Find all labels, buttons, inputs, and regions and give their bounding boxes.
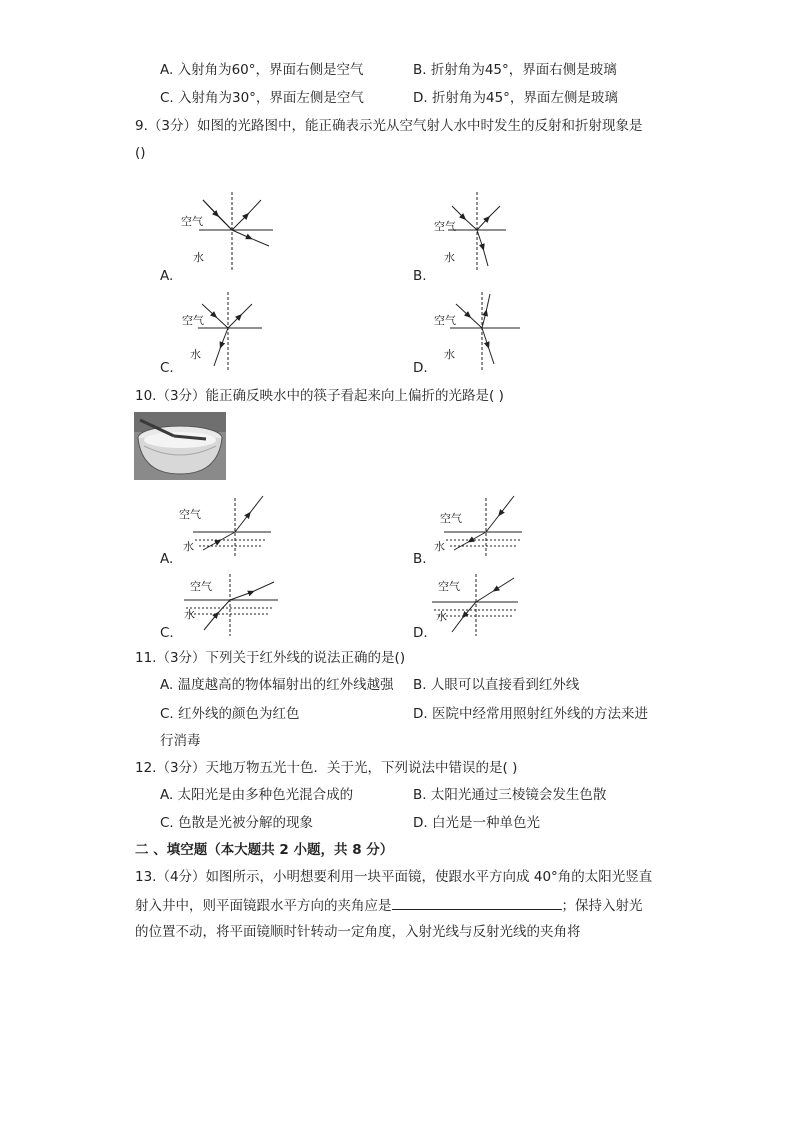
q10-option-a-label: A. xyxy=(160,551,174,567)
q9-option-a-label: A. xyxy=(160,268,174,284)
q9d-water-label: 水 xyxy=(444,348,455,361)
q13-line1: 13.（4分）如图所示，小明想要利用一块平面镜，使跟水平方向成 40°角的太阳光竖直 xyxy=(135,869,653,885)
q10-option-c-label: C. xyxy=(160,625,174,641)
q10-figure-c xyxy=(180,570,280,638)
q9-figure-d xyxy=(432,290,542,372)
q12-option-d: D. 白光是一种单色光 xyxy=(413,815,540,831)
bowl-chopstick-photo xyxy=(134,412,226,480)
q10b-air-label: 空气 xyxy=(440,512,462,525)
q13-line2-text: 射入井中，则平面镜跟水平方向的夹角应是 xyxy=(135,898,392,914)
q10b-water-label: 水 xyxy=(434,540,445,553)
q12-option-a: A. 太阳光是由多种色光混合成的 xyxy=(160,787,354,803)
q12-option-c: C. 色散是光被分解的现象 xyxy=(160,815,314,831)
q9a-water-label: 水 xyxy=(193,251,204,264)
q9-figure-c xyxy=(178,290,288,372)
q9c-air-label: 空气 xyxy=(182,314,204,327)
q9-stem: 9.（3分）如图的光路图中，能正确表示光从空气射人水中时发生的反射和折射现象是 xyxy=(135,118,643,134)
q10-option-b-label: B. xyxy=(413,551,427,567)
q11-stem: 11.（3分）下列关于红外线的说法正确的是() xyxy=(135,650,406,666)
q9-figure-b xyxy=(430,190,540,272)
q10-figure-a xyxy=(175,492,275,560)
q11-option-c: C. 红外线的颜色为红色 xyxy=(160,706,300,722)
q8-option-d: D. 折射角为45°，界面左侧是玻璃 xyxy=(413,90,618,106)
q11-option-d: D. 医院中经常用照射红外线的方法来进 xyxy=(413,706,648,722)
q9a-air-label: 空气 xyxy=(181,215,203,228)
q13-line2-tail: ；保持入射光 xyxy=(561,898,643,914)
q9-option-c-label: C. xyxy=(160,360,174,376)
q10a-air-label: 空气 xyxy=(179,508,201,521)
q10-stem: 10.（3分）能正确反映水中的筷子看起来向上偏折的光路是( ) xyxy=(135,388,504,404)
q13-answer-blank[interactable] xyxy=(392,896,562,910)
q9-stem-bracket: () xyxy=(135,145,146,161)
q10c-water-label: 水 xyxy=(184,608,195,621)
q9d-air-label: 空气 xyxy=(434,314,456,327)
q10c-air-label: 空气 xyxy=(190,580,212,593)
q9-figure-a xyxy=(175,190,285,272)
q10-figure-b xyxy=(430,492,530,560)
q13-line3: 的位置不动，将平面镜顺时针转动一定角度，入射光线与反射光线的夹角将 xyxy=(135,924,581,940)
q9c-water-label: 水 xyxy=(190,348,201,361)
q8-option-c: C. 入射角为30°，界面左侧是空气 xyxy=(160,90,364,106)
q9-option-b-label: B. xyxy=(413,268,427,284)
q11-option-d-continued: 行消毒 xyxy=(160,733,201,749)
q8-option-b: B. 折射角为45°，界面右侧是玻璃 xyxy=(413,62,617,78)
q10a-water-label: 水 xyxy=(183,540,194,553)
q12-option-b: B. 太阳光通过三棱镜会发生色散 xyxy=(413,787,607,803)
q9b-air-label: 空气 xyxy=(434,220,456,233)
q9-option-d-label: D. xyxy=(413,360,428,376)
q11-option-a: A. 温度越高的物体辐射出的红外线越强 xyxy=(160,677,394,693)
section-heading: 二 、填空题（本大题共 2 小题，共 8 分） xyxy=(135,842,394,858)
q10d-water-label: 水 xyxy=(436,610,447,623)
q10d-air-label: 空气 xyxy=(438,580,460,593)
q10-figure-d xyxy=(430,570,530,638)
q10-option-d-label: D. xyxy=(413,625,428,641)
q11-option-b: B. 人眼可以直接看到红外线 xyxy=(413,677,580,693)
q9b-water-label: 水 xyxy=(444,251,455,264)
q12-stem: 12.（3分）天地万物五光十色．关于光，下列说法中错误的是( ) xyxy=(135,760,518,776)
q8-option-a: A. 入射角为60°，界面右侧是空气 xyxy=(160,62,364,78)
q13-line2 xyxy=(135,896,643,914)
